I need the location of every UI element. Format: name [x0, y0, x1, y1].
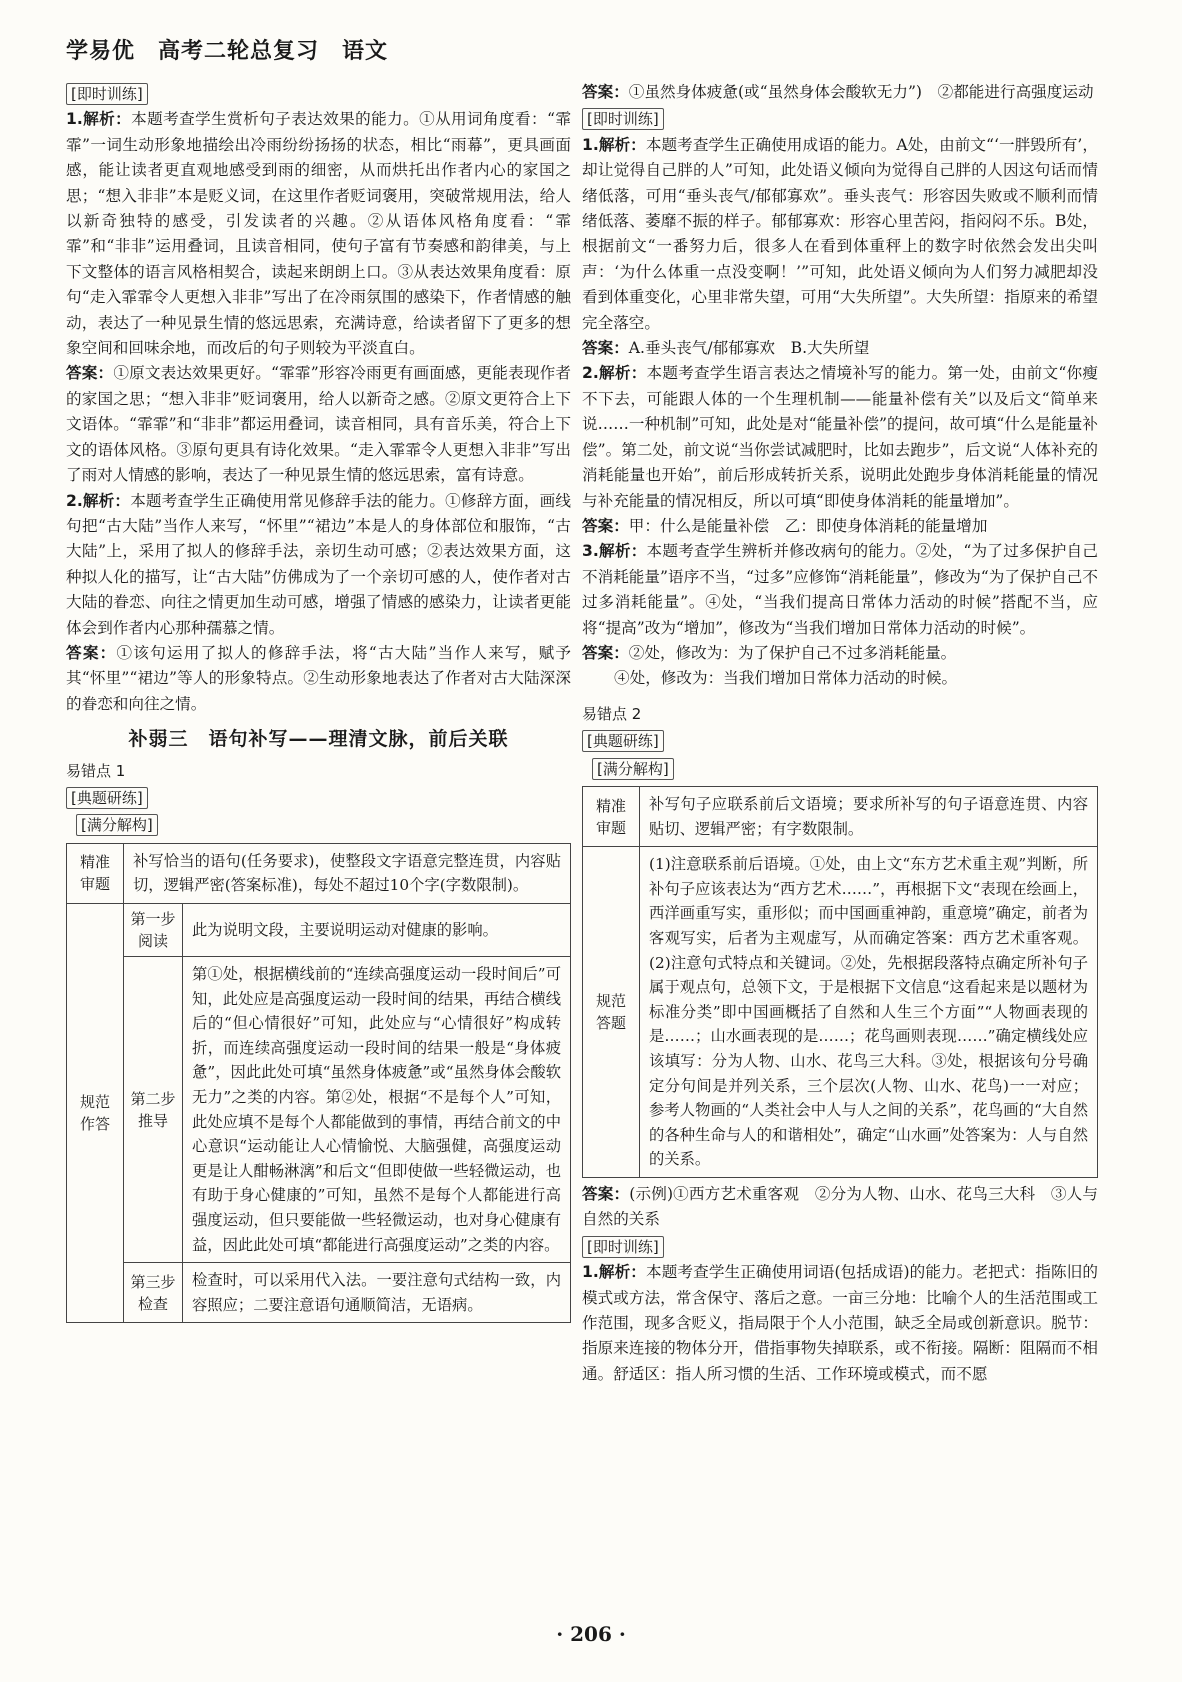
- q1-answer-text: ①原文表达效果更好。“霏霏”形容冷雨更有画面感，更能表现作者的家国之思；“想入非非”贬词褒用，给人以新奇之感。②原文更符合上下文语体。“霏霏”和“非非”都运用叠词，读音相同，具有音乐美，符合上下文的语体风格。③原句更具有诗化效果。“走入霏霏令人更想入非非”写出了雨对人情感的影响，表达了一种见景生情的悠远思索，富有诗意。: [66, 364, 571, 485]
- r-q4-analysis-text: 本题考查学生正确使用词语(包括成语)的能力。老把式：指陈旧的模式或方法，常含保守、落后之意。一亩三分地：比喻个人的生活范围或工作范围，现多含贬义，指局限于个人小范围，缺乏全局或创新意识。脱节：指原来连接的物体分开，借指事物失掉联系，或不衔接。隔断：阻隔而不相通。舒适区：指人所习惯的生活、工作环境或模式，而不愿: [582, 1263, 1098, 1383]
- typical-practice-tag: [典题研练]: [66, 787, 148, 809]
- page-number: · 206 ·: [556, 1622, 626, 1646]
- q1-analysis: [66, 107, 571, 361]
- r-example-answer: [582, 1182, 1098, 1233]
- r-q2-answer-text: 甲：什么是能量补偿 乙：即使身体消耗的能量增加: [628, 516, 988, 535]
- r-q3-analysis-text: 本题考查学生辨析并修改病句的能力。②处，“为了过多保护自己不消耗能量”语序不当，“过多”应修饰“消耗能量”，修改为“为了保护自己不过多消耗能量”。④处，“当我们提高日常体力活动的时候”搭配不当，应将“提高”改为“增加”，修改为“当我们增加日常体力活动的时候”。: [582, 542, 1098, 637]
- r-q2-answer-label: 答案：: [582, 516, 629, 535]
- analysis-table-right: [582, 786, 1098, 1178]
- table-head-step1: 第一步阅读: [124, 903, 183, 956]
- r-q1-analysis: [582, 133, 1098, 336]
- r-q2-analysis: [582, 361, 1098, 513]
- q1-analysis-text: 本题考查学生赏析句子表达效果的能力。①从用词角度看：“霏霏”一词生动形象地描绘出冷雨纷纷扬扬的状态，相比“雨幕”，更具画面感，能让读者更直观地感受到雨的细密，从而烘托出作者内心的家国之思；“想入非非”本是贬义词，在这里作者贬词褒用，突破常规用法，给人以新奇独特的感受，引发读者的兴趣。②从语体风格角度看：“霏霏”和“非非”运用叠词，且读音相同，使句子富有节奏感和韵律美，与上下文整体的语言风格相契合，读起来朗朗上口。③从表达效果角度看：原句“走入霏霏令人更想入非非”写出了在冷雨氛围的感染下，作者情感的触动，表达了一种见景生情的悠远思索，充满诗意，给读者留下了更多的想象空间和回味余地，而改后的句子则较为平淡直白。: [66, 110, 571, 358]
- q2-answer-text: ①该句运用了拟人的修辞手法，将“古大陆”当作人来写，赋予其“怀里”“裙边”等人的形象特点。②生动形象地表达了作者对古大陆深深的眷恋和向往之情。: [66, 643, 571, 713]
- top-answer: [582, 80, 1098, 105]
- section-title: 补弱三 语句补写——理清文脉，前后关联: [128, 728, 509, 751]
- r-q1-answer-text: A.垂头丧气/郁郁寡欢 B.大失所望: [628, 339, 870, 358]
- table-row: [67, 956, 571, 1262]
- table-row: [583, 786, 1098, 846]
- r-q1-answer: [582, 336, 1098, 361]
- table-head-step3: 第三步检查: [124, 1263, 183, 1323]
- top-answer-text: ①虽然身体疲惫(或“虽然身体会酸软无力”) ②都能进行高强度运动: [628, 83, 1094, 101]
- q2-analysis: [66, 489, 571, 641]
- typical-practice-tag: [典题研练]: [582, 730, 664, 752]
- table-row: [67, 1263, 571, 1323]
- left-column: [66, 80, 571, 1323]
- error-point-2: 易错点 2: [582, 704, 642, 723]
- table-cell-answer: (1)注意联系前后语境。①处，由上文“东方艺术重主观”判断，所补句子应该表达为“西方艺术……”，再根据下文“表现在绘画上，西洋画重写实，重形似；而中国画重神韵，重意境”确定，前者为客观写实，后者为主观虚写，从而确定答案：西方艺术重客观。(2)注意句式特点和关键词。②处，先根据段落特点确定所补句子属于观点句，总领下文，于是根据下文信息“这看起来是以题材为标准分类”即中国画概括了自然和人生三个方面”“人物画表现的是……；山水画表现的是……；花鸟画则表现……”确定横线处应该填写：分为人物、山水、花鸟三大科。③处，根据该句分号确定分句间是并列关系，三个层次(人物、山水、花鸟)一一对应；参考人物画的“人类社会中人与人之间的关系”，花鸟画的“大自然的各种生命与人的和谐相处”，确定“山水画”处答案为：人与自然的关系。: [640, 847, 1098, 1178]
- r-q3-answer-text-1: ②处，修改为：为了保护自己不过多消耗能量。: [628, 643, 957, 662]
- r-example-answer-text: (示例)①西方艺术重客观 ②分为人物、山水、花鸟三大科 ③人与自然的关系: [582, 1184, 1098, 1229]
- table-row: [583, 847, 1098, 1178]
- r-q1-answer-label: 答案：: [582, 339, 629, 358]
- instant-training-tag: [即时训练]: [66, 83, 148, 105]
- top-answer-label: 答案：: [582, 83, 629, 101]
- r-q3-analysis-label: 3.解析：: [582, 542, 647, 561]
- analysis-table-left: [66, 843, 571, 1324]
- r-q1-analysis-text: 本题考查学生正确使用成语的能力。A处，由前文“‘一胖毁所有’，却让觉得自己胖的人”可知，此处语义倾向为觉得自己胖的人因这句话而情绪低落，可用“垂头丧气/郁郁寡欢”。垂头丧气：形容因失败或不顺利而情绪低落、萎靡不振的样子。郁郁寡欢：形容心里苦闷，指闷闷不乐。B处，根据前文“一番努力后，很多人在看到体重秤上的数字时依然会发出尖叫声：‘为什么体重一点没变啊！’”可知，此处语义倾向为人们努力减肥却没看到体重变化，心里非常失望，可用“大失所望”。大失所望：指原来的希望完全落空。: [582, 135, 1098, 332]
- table-cell-step2: 第①处，根据横线前的“连续高强度运动一段时间后”可知，此处应是高强度运动一段时间的结果，再结合横线后的“但心情很好”可知，此处应与“心情很好”构成转折，而连续高强度运动一段时间的结果一般是“身体疲惫”，因此此处可填“虽然身体疲惫”或“虽然身体会酸软无力”之类的内容。第②处，根据“不是每个人”可知，此处应填不是每个人都能做到的事情，再结合前文的中心意识“运动能让人心情愉悦、大脑强健，高强度运动更是让人酣畅淋漓”和后文“但即使做一些轻微运动，也有助于身心健康的”可知，虽然不是每个人都能进行高强度运动，但只要能做一些轻微运动，也对身心健康有益，因此此处可填“都能进行高强度运动”之类的内容。: [183, 956, 571, 1262]
- r-q1-analysis-label: 1.解析：: [582, 135, 646, 154]
- error-point-1: 易错点 1: [66, 761, 126, 780]
- table-head-review: 精准审题: [67, 843, 124, 903]
- r-q4-analysis-label: 1.解析：: [582, 1263, 646, 1282]
- r-q3-answer-label: 答案：: [582, 643, 629, 662]
- r-q3-answer: [582, 641, 1098, 666]
- table-head-review: 精准审题: [583, 786, 640, 846]
- page-header: 学易优 高考二轮总复习 语文: [66, 39, 389, 64]
- full-score-tag: [满分解构]: [76, 814, 158, 836]
- table-cell-review: 补写句子应联系前后文语境；要求所补写的句子语意连贯、内容贴切、逻辑严密；有字数限制。: [640, 786, 1098, 846]
- q2-analysis-label: 2.解析：: [66, 491, 131, 510]
- instant-training-tag: [即时训练]: [582, 108, 664, 130]
- table-cell-step3: 检查时，可以采用代入法。一要注意句式结构一致，内容照应；二要注意语句通顺简洁，无语病。: [183, 1263, 571, 1323]
- r-q4-analysis: [582, 1260, 1098, 1387]
- r-example-answer-label: 答案：: [582, 1184, 630, 1203]
- q1-analysis-label: 1.解析：: [66, 110, 132, 129]
- r-q2-answer: [582, 514, 1098, 539]
- r-q3-analysis: [582, 539, 1098, 641]
- q2-answer-label: 答案：: [66, 643, 117, 662]
- full-score-tag: [满分解构]: [592, 758, 674, 780]
- r-q2-analysis-label: 2.解析：: [582, 364, 647, 383]
- r-q2-analysis-text: 本题考查学生语言表达之情境补写的能力。第一处，由前文“你瘦不下去，可能跟人体的一个生理机制——能量补偿有关”以及后文“简单来说……一种机制”可知，此处是对“能量补偿”的提问，故可填“什么是能量补偿”。第二处，前文说“当你尝试减肥时，比如去跑步”，后文说“人体补充的消耗能量也开始”，前后形成转折关系，说明此处跑步身体消耗能量的情况与补充能量的情况相反，所以可填“即使身体消耗的能量增加”。: [582, 364, 1098, 510]
- table-row: [67, 903, 571, 956]
- table-cell-step1: 此为说明文段，主要说明运动对健康的影响。: [183, 903, 571, 956]
- q2-analysis-text: 本题考查学生正确使用常见修辞手法的能力。①修辞方面，画线句把“古大陆”当作人来写，“怀里”“裙边”本是人的身体部位和服饰，“古大陆”上，采用了拟人的修辞手法，亲切生动可感；②表达效果方面，这种拟人化的描写，让“古大陆”仿佛成为了一个亲切可感的人，使作者对古大陆的眷恋、向往之情更加生动可感，增强了情感的感染力，让读者更能体会到作者内心那种孺慕之情。: [66, 491, 571, 637]
- instant-training-tag-2: [即时训练]: [582, 1236, 664, 1258]
- table-head-answer: 规范作答: [67, 903, 124, 1322]
- right-column: [582, 80, 1098, 1387]
- table-head-answer: 规范答题: [583, 847, 640, 1178]
- r-q3-answer-2: ④处，修改为：当我们增加日常体力活动的时候。: [614, 669, 958, 688]
- q1-answer-label: 答案：: [66, 364, 114, 383]
- table-head-step2: 第二步推导: [124, 956, 183, 1262]
- q1-answer: [66, 361, 571, 488]
- table-row: [67, 843, 571, 903]
- table-cell-review: 补写恰当的语句(任务要求)，使整段文字语意完整连贯，内容贴切，逻辑严密(答案标准)，每处不超过10个字(字数限制)。: [124, 843, 571, 903]
- q2-answer: [66, 641, 571, 717]
